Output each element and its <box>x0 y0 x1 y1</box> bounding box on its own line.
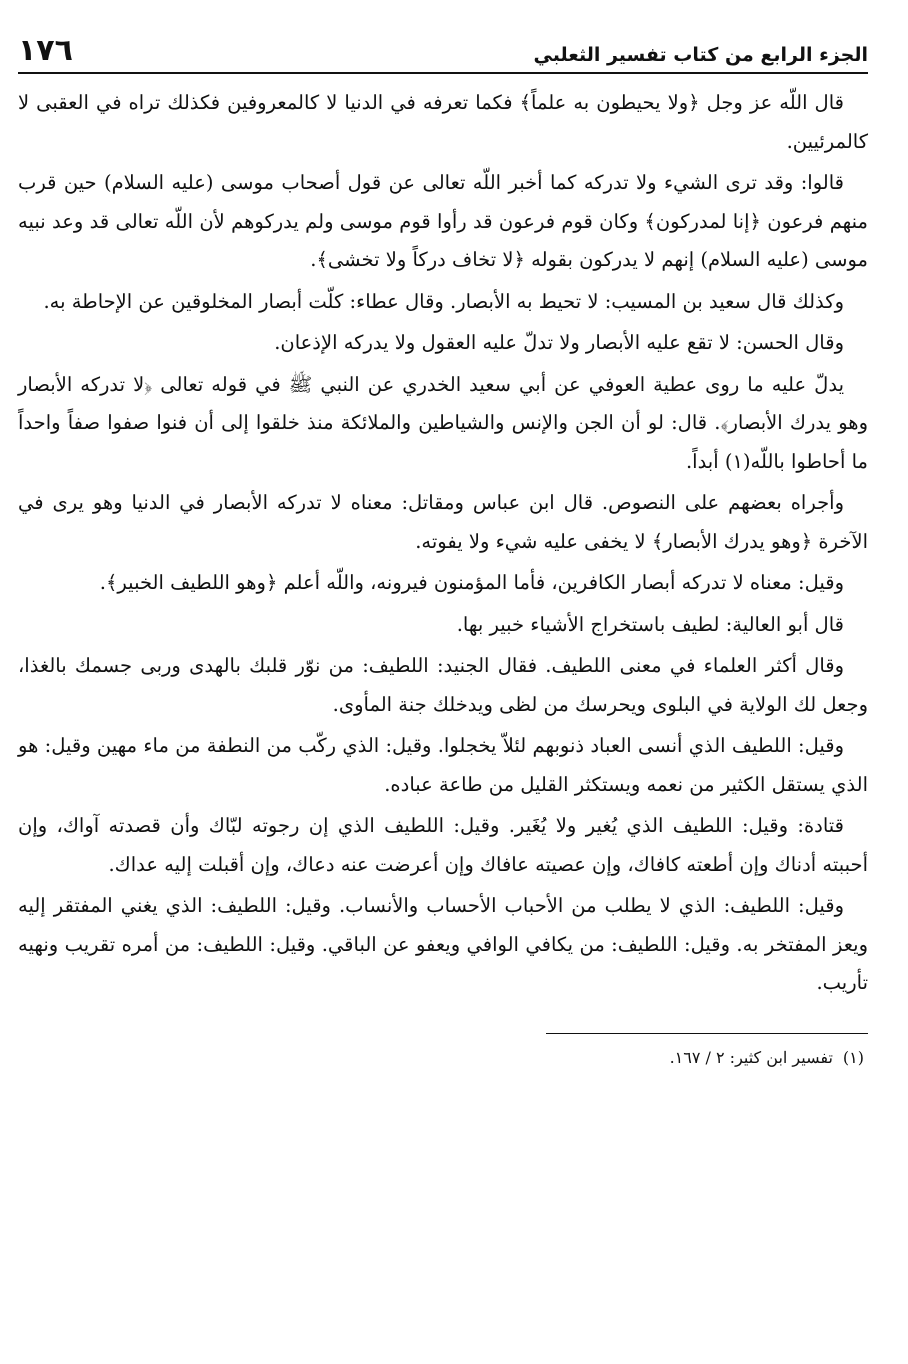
footnote-divider <box>546 1033 868 1034</box>
footnote <box>18 1046 868 1070</box>
running-title: الجزء الرابع من كتاب تفسير الثعلبي <box>533 44 868 66</box>
book-page <box>18 30 868 1070</box>
paragraph: وأجراه بعضهم على النصوص. قال ابن عباس ومقاتل: معناه لا تدركه الأبصار في الدنيا وهو يرى في الآخرة ﴿وهو يدرك الأبصار﴾ لا يخفى عليه شيء ولا يفوته. <box>18 491 868 553</box>
paragraph: قال اللّه عز وجل ﴿ولا يحيطون به علماً﴾ فكما تعرفه في الدنيا لا كالمعروفين فكذلك تراه في العقبى لا كالمرئيين. <box>18 91 868 153</box>
paragraph: وقيل: اللطيف الذي أنسى العباد ذنوبهم لئلاّ يخجلوا. وقيل: الذي ركّب من النطفة من ماء مهين وقيل: هو الذي يستقل الكثير من نعمه ويستكثر القليل من طاعة عباده. <box>18 734 868 796</box>
paragraph: قالوا: وقد ترى الشيء ولا تدركه كما أخبر اللّه تعالى عن قول أصحاب موسى (عليه السلام) حين قرب منهم فرعون ﴿إنا لمدركون﴾ وكان قوم فرعون قد رأوا قوم موسى ولم يدركوهم لأن اللّه تعالى قد وعد نبيه موسى (عليه السلام) إنهم لا يدركون بقوله ﴿لا تخاف دركاً ولا تخشى﴾. <box>18 171 868 271</box>
paragraph: وقيل: اللطيف: الذي لا يطلب من الأحباب الأحساب والأنساب. وقيل: اللطيف: الذي يغني المفتقر إليه ويعز المفتخر به. وقيل: اللطيف: من يكافي الوافي ويعفو عن الباقي. وقيل: اللطيف: من أمره تقريب ونهيه تأريب. <box>18 894 868 994</box>
paragraph: قتادة: وقيل: اللطيف الذي يُغير ولا يُغَير. وقيل: اللطيف الذي إن رجوته لبّاك وأن قصدته آواك، وإن أحببته أدناك وإن أطعته كافاك، وإن عصيته عافاك وإن أعرضت عنه دعاك، وإن أقبلت إليه عداك. <box>18 814 868 876</box>
page-header <box>18 30 868 74</box>
paragraph: وكذلك قال سعيد بن المسيب: لا تحيط به الأبصار. وقال عطاء: كلّت أبصار المخلوقين عن الإحاطة به. <box>43 289 844 313</box>
page-number: ١٧٦ <box>18 33 73 68</box>
paragraph: وقال الحسن: لا تقع عليه الأبصار ولا تدلّ عليه العقول ولا يدركه الإذعان. <box>274 331 844 354</box>
paragraph: يدلّ عليه ما روى عطية العوفي عن أبي سعيد الخدري عن النبي ﷺ في قوله تعالى ﴿لا تدركه الأبصار وهو يدرك الأبصار﴾. قال: لو أن الجن والإنس والشياطين والملائكة منذ خلقوا إلى أن فنوا صفوا صفاً واحداً ما أحاطوا باللّه(١) أبداً. <box>18 372 868 473</box>
paragraph: وقال أكثر العلماء في معنى اللطيف. فقال الجنيد: اللطيف: من نوّر قلبك بالهدى وربى جسمك بالغذا، وجعل لك الولاية في البلوى ويحرسك من لظى ويدخلك جنة المأوى. <box>18 654 868 716</box>
paragraph: قال أبو العالية: لطيف باستخراج الأشياء خبير بها. <box>456 612 844 636</box>
footnote-marker: (١) <box>842 1047 864 1067</box>
body-text <box>18 84 868 1003</box>
footnote-text: تفسير ابن كثير: ٢ / ١٦٧. <box>669 1047 833 1067</box>
paragraph: وقيل: معناه لا تدركه أبصار الكافرين، فأما المؤمنون فيرونه، واللّه أعلم ﴿وهو اللطيف الخبير﴾. <box>99 571 844 594</box>
